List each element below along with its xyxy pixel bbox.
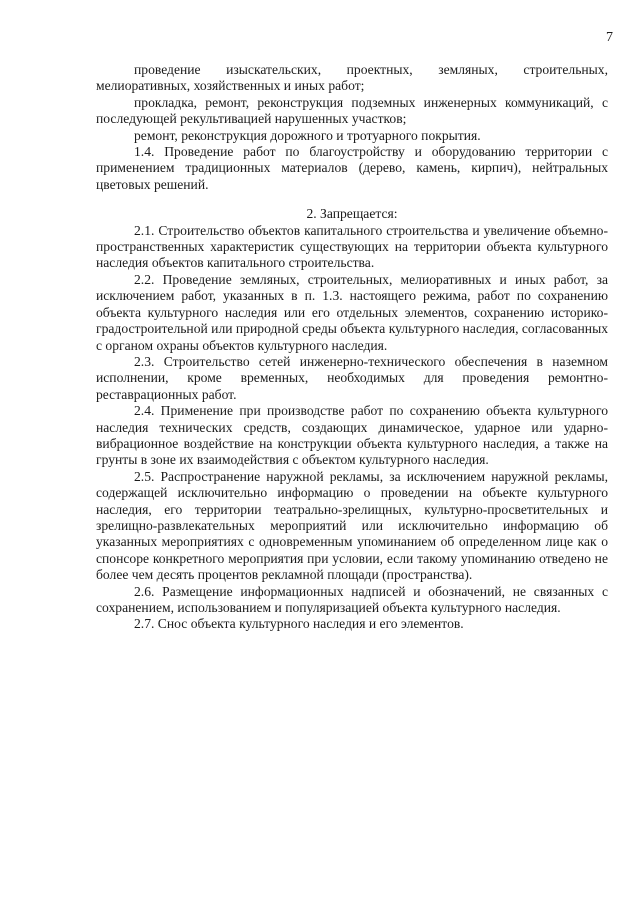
paragraph-1-4: 1.4. Проведение работ по благоустройству и оборудованию территории с применением традиционных материалов (дерево, камень, кирпич), нейтральных цветовых решений. (96, 144, 608, 192)
paragraph-2-4: 2.4. Применение при производстве работ по сохранению объекта культурного наследия технических средств, создающих динамическое, ударное или ударно-вибрационное воздействие на конструкции объекта культурного наследия, а также на грунты в зоне их взаимодействия с объектом культурного наследия. (96, 403, 608, 468)
paragraph-2-2: 2.2. Проведение земляных, строительных, мелиоративных и иных работ, за исключением работ, указанных в п. 1.3. настоящего режима, работ по сохранению объекта культурного наследия или его отдельных элементов, сохранению историко-градостроительной или природной среды объекта культурного наследия, согласованных с органом охраны объектов культурного наследия. (96, 271, 608, 353)
paragraph-survey-works: проведение изыскательских, проектных, земляных, строительных, мелиоративных, хозяйственных и иных работ; (96, 62, 608, 94)
paragraph-2-5: 2.5. Распространение наружной рекламы, за исключением наружной рекламы, содержащей исключительно информацию о проведении на объекте культурного наследия, его территории театрально-зрелищных, культурно-просветительных и зрелищно-развлекательных мероприятий или исключительно информацию об указанных мероприятиях с одновременным упоминанием об определенном лице как о спонсоре конкретного мероприятия при условии, если такому упоминанию отведено не более чем десять процентов рекламной площади (пространства). (96, 468, 608, 583)
paragraph-2-1: 2.1. Строительство объектов капитального строительства и увеличение объемно-пространственных характеристик существующих на территории объекта культурного наследия объектов капитального строительства. (96, 222, 608, 271)
page-number: 7 (606, 30, 613, 45)
paragraph-utility-laying: прокладка, ремонт, реконструкция подземных инженерных коммуникаций, с последующей рекультивацией нарушенных участков; (96, 94, 608, 127)
paragraph-road-repair: ремонт, реконструкция дорожного и тротуарного покрытия. (134, 127, 481, 143)
paragraph-2-7: 2.7. Снос объекта культурного наследия и его элементов. (134, 616, 464, 632)
document-body (96, 62, 608, 633)
paragraph-2-3: 2.3. Строительство сетей инженерно-технического обеспечения в наземном исполнении, кроме временных, необходимых для проведения ремонтно-реставрационных работ. (96, 353, 608, 402)
paragraph-2-6: 2.6. Размещение информационных надписей и обозначений, не связанных с сохранением, использованием и популяризацией объекта культурного наследия. (96, 583, 608, 615)
section-heading-prohibited: 2. Запрещается: (306, 206, 398, 222)
